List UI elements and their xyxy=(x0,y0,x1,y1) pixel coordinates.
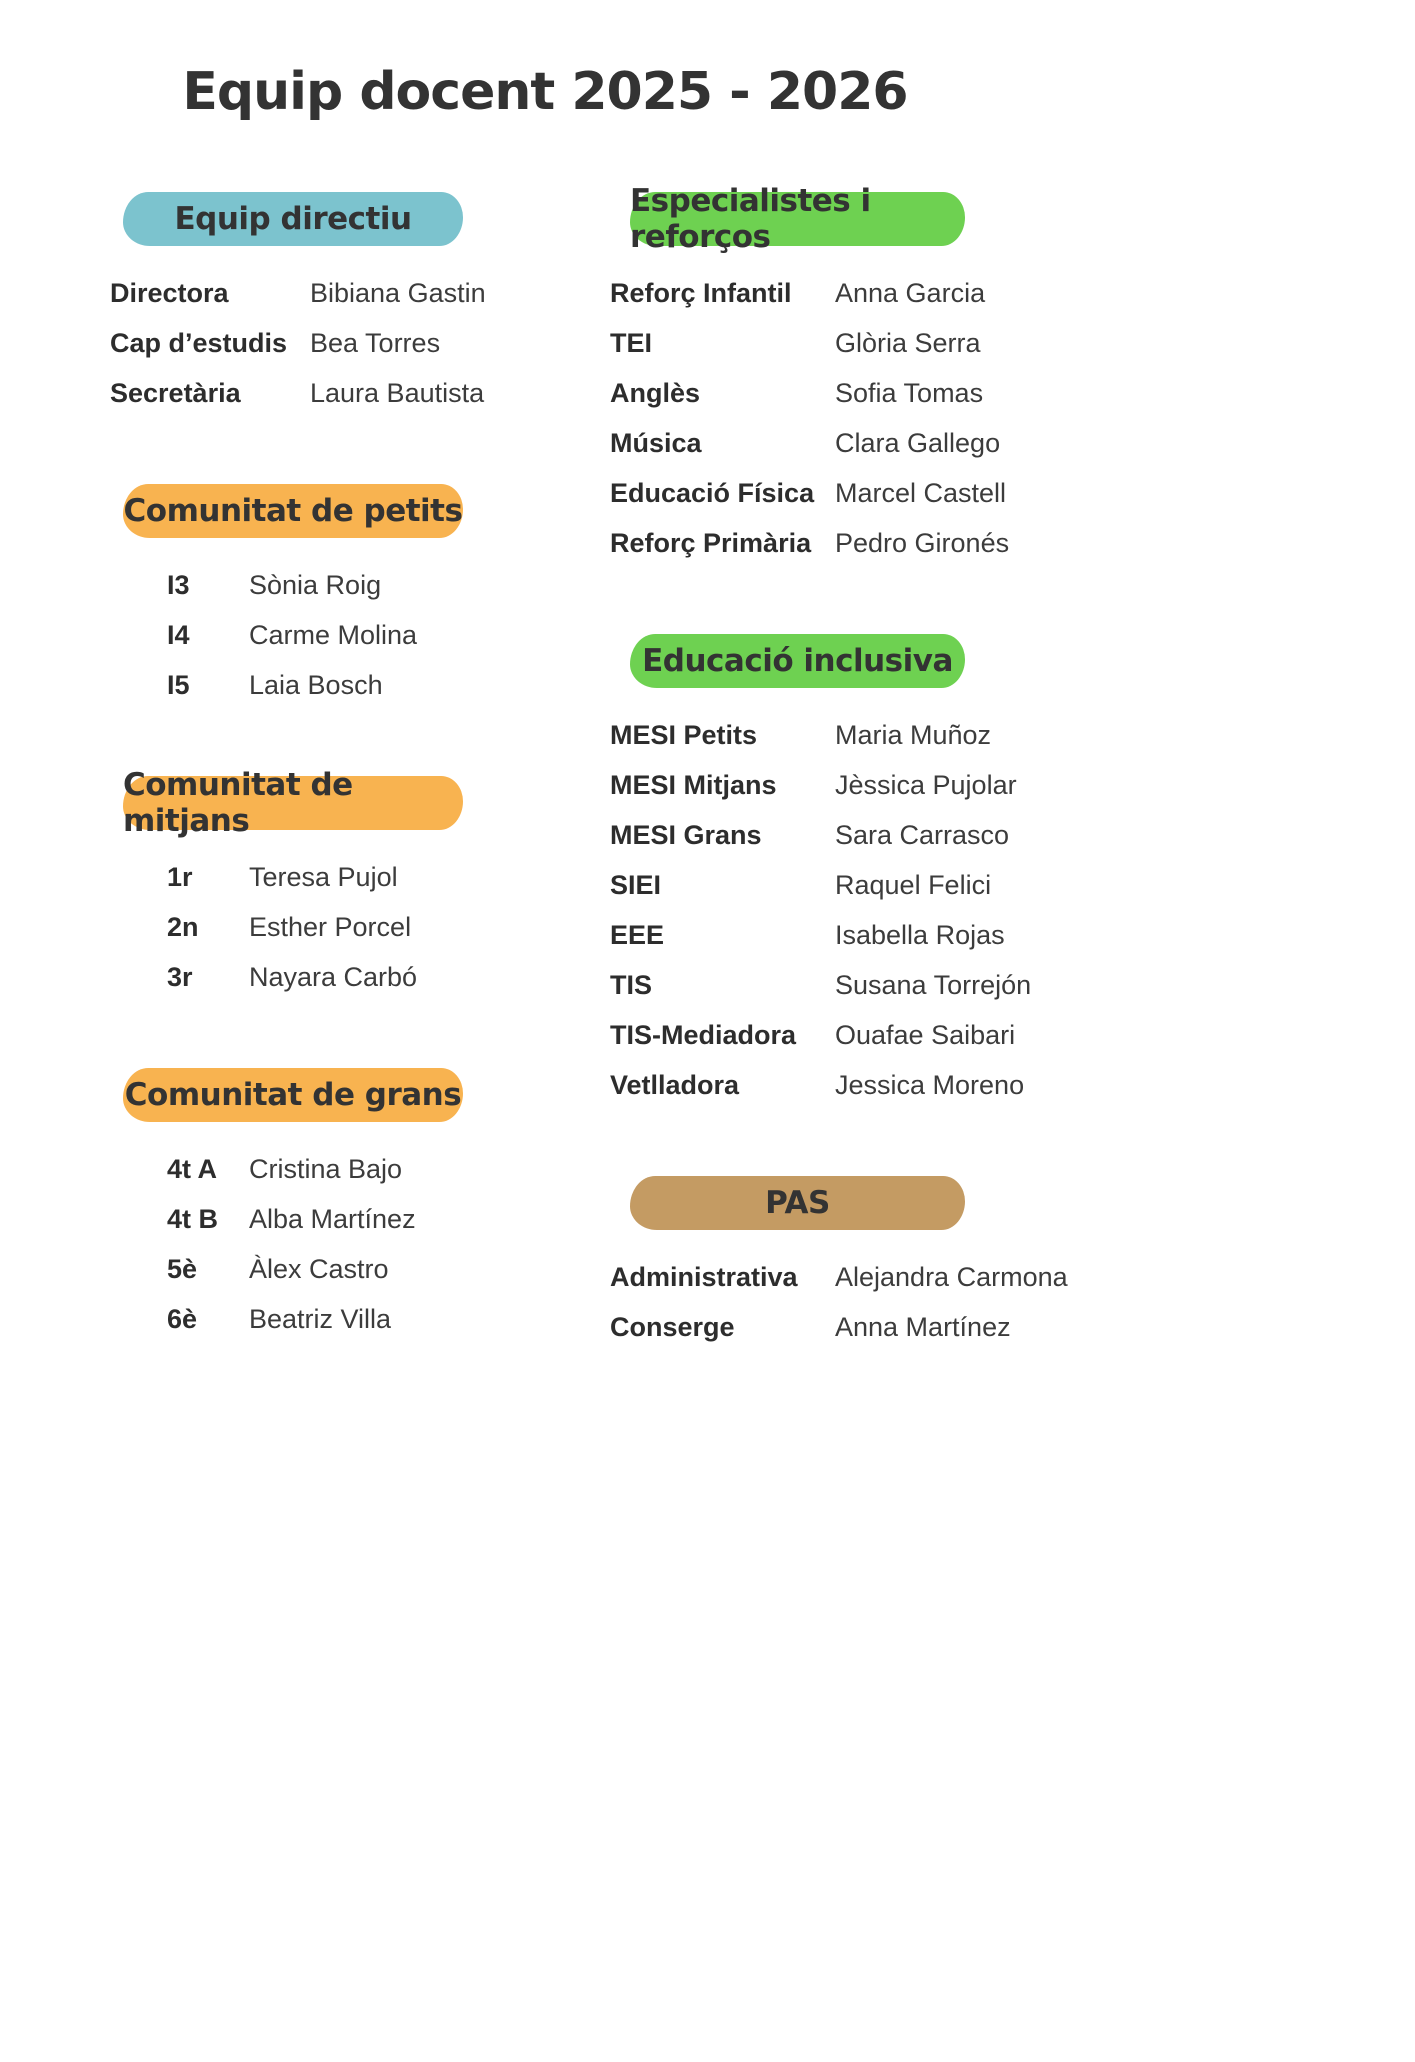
staff-row xyxy=(595,368,1095,418)
class-label: 4t A xyxy=(167,1153,218,1184)
staff-row xyxy=(95,1244,520,1294)
staff-row xyxy=(95,1144,520,1194)
role-label: TIS xyxy=(610,969,653,1000)
section-comunitat-grans xyxy=(95,1068,520,1344)
staff-row xyxy=(595,318,1095,368)
section-badge-comunitat-grans xyxy=(123,1068,463,1122)
staff-row xyxy=(95,318,520,368)
section-badge-especialistes xyxy=(630,183,965,255)
person-name: Maria Muñoz xyxy=(835,719,992,750)
class-label: I4 xyxy=(167,619,190,650)
staff-list xyxy=(95,560,520,710)
class-label: 4t B xyxy=(167,1203,219,1234)
person-name: Sofia Tomas xyxy=(835,377,984,408)
staff-row xyxy=(595,910,1095,960)
class-label: 6è xyxy=(167,1303,198,1334)
person-name: Pedro Gironés xyxy=(835,527,1010,558)
section-comunitat-mitjans xyxy=(95,767,520,1002)
staff-row xyxy=(95,902,520,952)
class-label: I3 xyxy=(167,569,190,600)
staff-row xyxy=(595,960,1095,1010)
role-label: EEE xyxy=(610,919,665,950)
person-name: Clara Gallego xyxy=(835,427,1001,458)
class-label: 5è xyxy=(167,1253,198,1284)
staff-row xyxy=(595,810,1095,860)
left-column xyxy=(95,192,520,1410)
person-name: Nayara Carbó xyxy=(249,961,418,992)
role-label: Secretària xyxy=(110,377,241,408)
role-label: Reforç Primària xyxy=(610,527,812,558)
class-label: 2n xyxy=(167,911,199,942)
role-label: Directora xyxy=(110,277,229,308)
staff-row xyxy=(95,852,520,902)
person-name: Raquel Felici xyxy=(835,869,992,900)
section-badge-comunitat-mitjans xyxy=(123,767,463,839)
section-badge-pas xyxy=(630,1176,965,1230)
staff-list xyxy=(95,852,520,1002)
staff-list xyxy=(595,1252,1095,1352)
section-educacio-inclusiva xyxy=(595,634,1095,1110)
section-title: Comunitat de petits xyxy=(123,493,463,529)
section-equip-directiu xyxy=(95,192,520,418)
section-comunitat-petits xyxy=(95,484,520,710)
section-title: Especialistes i reforços xyxy=(630,183,871,255)
staff-list xyxy=(595,268,1095,568)
staff-row xyxy=(95,268,520,318)
staff-row xyxy=(595,468,1095,518)
role-label: Educació Física xyxy=(610,477,815,508)
class-label: 1r xyxy=(167,861,193,892)
person-name: Glòria Serra xyxy=(835,327,981,358)
staff-row xyxy=(595,418,1095,468)
section-title: PAS xyxy=(765,1185,830,1221)
person-name: Isabella Rojas xyxy=(835,919,1005,950)
staff-row xyxy=(595,860,1095,910)
role-label: Administrativa xyxy=(610,1261,798,1292)
role-label: Vetlladora xyxy=(610,1069,740,1100)
person-name: Laura Bautista xyxy=(310,377,485,408)
staff-row xyxy=(595,760,1095,810)
section-title: Comunitat de grans xyxy=(124,1077,462,1113)
section-badge-educacio-inclusiva xyxy=(630,634,965,688)
staff-list xyxy=(95,1144,520,1344)
role-label: MESI Mitjans xyxy=(610,769,777,800)
person-name: Laia Bosch xyxy=(249,669,383,700)
staff-row xyxy=(95,952,520,1002)
content-columns xyxy=(95,183,1095,1418)
staff-row xyxy=(95,368,520,418)
person-name: Cristina Bajo xyxy=(249,1153,403,1184)
person-name: Esther Porcel xyxy=(249,911,412,942)
right-column xyxy=(595,183,1095,1418)
person-name: Alejandra Carmona xyxy=(835,1261,1068,1292)
staff-list xyxy=(595,710,1095,1110)
role-label: Música xyxy=(610,427,702,458)
staff-row xyxy=(595,518,1095,568)
person-name: Anna Martínez xyxy=(835,1311,1011,1342)
role-label: Anglès xyxy=(610,377,701,408)
section-especialistes xyxy=(595,183,1095,568)
person-name: Marcel Castell xyxy=(835,477,1007,508)
staff-row xyxy=(95,1194,520,1244)
staff-row xyxy=(595,1252,1095,1302)
person-name: Anna Garcia xyxy=(835,277,986,308)
person-name: Sònia Roig xyxy=(249,569,382,600)
role-label: MESI Petits xyxy=(610,719,758,750)
section-title: Educació inclusiva xyxy=(642,643,953,679)
staff-row xyxy=(595,268,1095,318)
page xyxy=(0,62,1415,2062)
person-name: Carme Molina xyxy=(249,619,418,650)
person-name: Susana Torrejón xyxy=(835,969,1032,1000)
staff-row xyxy=(95,1294,520,1344)
section-title: Comunitat de mitjans xyxy=(123,767,353,839)
person-name: Jessica Moreno xyxy=(835,1069,1025,1100)
staff-row xyxy=(95,660,520,710)
staff-row xyxy=(95,610,520,660)
person-name: Beatriz Villa xyxy=(249,1303,392,1334)
section-badge-equip-directiu xyxy=(123,192,463,246)
role-label: TEI xyxy=(610,327,653,358)
staff-row xyxy=(595,1060,1095,1110)
role-label: SIEI xyxy=(610,869,662,900)
person-name: Bea Torres xyxy=(310,327,441,358)
staff-list xyxy=(95,268,520,418)
person-name: Ouafae Saibari xyxy=(835,1019,1016,1050)
staff-row xyxy=(595,1010,1095,1060)
staff-row xyxy=(95,560,520,610)
class-label: 3r xyxy=(167,961,193,992)
class-label: I5 xyxy=(167,669,190,700)
staff-row xyxy=(595,710,1095,760)
person-name: Sara Carrasco xyxy=(835,819,1010,850)
person-name: Jèssica Pujolar xyxy=(835,769,1017,800)
role-label: TIS-Mediadora xyxy=(610,1019,797,1050)
person-name: Bibiana Gastin xyxy=(310,277,486,308)
role-label: MESI Grans xyxy=(610,819,762,850)
role-label: Conserge xyxy=(610,1311,735,1342)
person-name: Àlex Castro xyxy=(249,1253,389,1284)
person-name: Alba Martínez xyxy=(249,1203,416,1234)
section-title: Equip directiu xyxy=(174,201,412,237)
section-badge-comunitat-petits xyxy=(123,484,463,538)
person-name: Teresa Pujol xyxy=(249,861,398,892)
role-label: Reforç Infantil xyxy=(610,277,792,308)
section-pas xyxy=(595,1176,1095,1352)
staff-row xyxy=(595,1302,1095,1352)
page-title: Equip docent 2025 - 2026 xyxy=(182,62,908,122)
role-label: Cap d’estudis xyxy=(110,327,288,358)
